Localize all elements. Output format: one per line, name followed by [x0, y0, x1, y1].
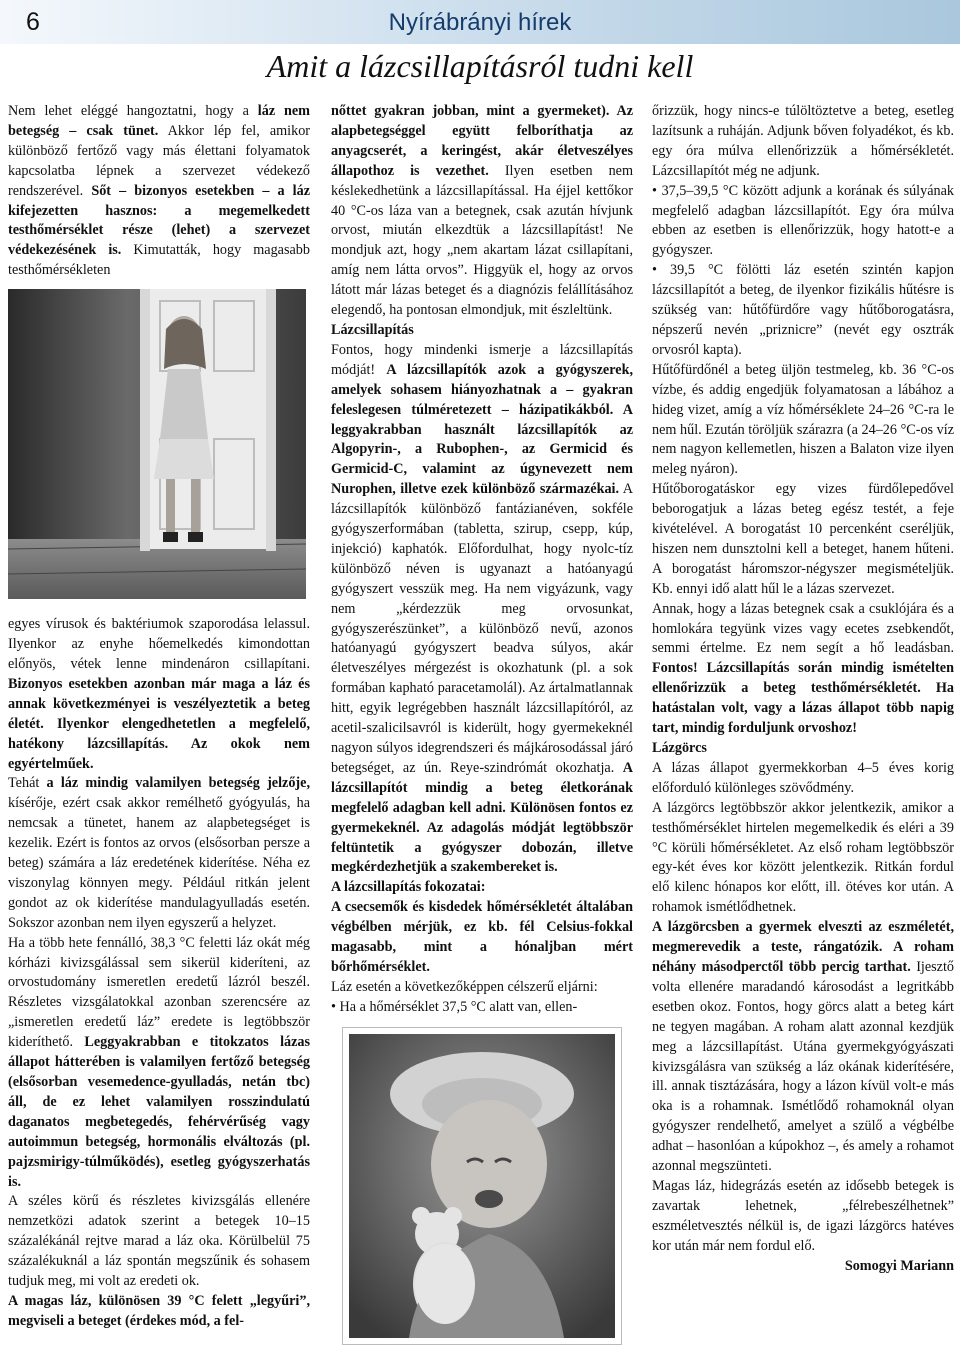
author-signature: Somogyi Mariann: [844, 1257, 954, 1274]
paragraph: A lázgörcsben a gyermek elveszti az eszméletét, megmerevedik a teste, rángatózik. A roham néhány másodperctől több percig tarthat. Ijesztő volta ellenére maradandó károsodást a legritkább esetben okoz. Fontos, hogy görcs alatt a beteg kárt ne tegyen magában. A roham alatt azonnal kezdjük meg a lázcsillapítást. Utána gyermekgyógyászati kivizsgálásra van szükség a láz okának kiderítésére, ill. annak tisztázására, hogy a lázon kívül volt-e más oka is a rohamnak. Ismétlődő rohamoknál olyan gyógyszer rendelhető, amelyet a szülő a végbélbe adhat – hasonlóan a kúpokhoz –, és amely a rohamot azonnal megszünteti.: [652, 919, 955, 1175]
paragraph: Hűtőborogatáskor egy vizes fürdőlepedővel beborogatjuk a lázas beteg egész testét, a feje kivételével. A borogatást 10 percenként cseréljük, hiszen nem dunsztolni kell a beteget, hanem hűteni. A borogatást háromszor-négyszer megismételjük. Kb. ennyi idő alatt hűl le a lázas szervezet.: [652, 481, 954, 597]
subheading: Lázgörcs: [652, 740, 707, 756]
publication-title: Nyírábrányi hírek: [388, 9, 572, 36]
article-title: Amit a lázcsillapításról tudni kell: [266, 48, 694, 84]
paragraph: Fontos, hogy mindenki ismerje a lázcsillapítás módját! A lázcsillapítók azok a gyógyszerek, amelyek sohasem hiányozhatnak a – gyakran feleslegesen túlméretezett – házipatikákból. A leggyakrabban használt lázcsillapítók az Algopyrin-, a Rubophen-, az Germicid és Germicid-C, valamint az úgynevezett nem Nurophen, illetve ezek különböző származékai. A lázcsillapítók különböző fantázianéven, sokféle gyógyszerformában (tabletta, szirup, csepp, kúp, injekció) kaphatók. Előfordulhat, hogy nyolc-tíz különböző néven is ugyanazt a hatóanyagú gyógyszert vesszük meg. Ha nem vigyázunk, vagy nem „kérdezzük meg orvosunkat, gyógyszerészünket”, a különböző nevű, azonos hatóanyagú gyógyszert beadva súlyos, akár életveszélyes mérgezést is okozhatunk (pl. a sok formában kapható paracetamolál). Az ártalmatlannak hitt, egyik legrégebben használt lázcsillapítóról, az acetil-szalicilsavról is kiderült, hogy gyermekeknél nagyon súlyos idegrendszeri és májkárosodással járó betegséget, az ún. Reye-szindrómát okozhatja. A lázcsillapítót mindig a beteg életkorának megfelelő adagban kell adni. Különösen fontos ez gyermekeknél. Az adagolás módját legtöbbször feltüntetik a gyógyszer dobozán, illetve megkérdezhetjük a szakembereket is.: [331, 341, 634, 876]
paragraph: egyes vírusok és baktériumok szaporodása lelassul. Ilyenkor az enyhe hőemelkedés kimondottan előnyös, vétek lenne mindenáron csillapítani. Bizonyos esetekben azonban már maga a láz és annak következményei is veszélyeztetik a beteg életét. Ilyenkor elengedhetetlen a megfelelő, hatékony lázcsillapítás. Az okok nem egyértelműek.: [8, 616, 310, 772]
article-column-2: [331, 102, 633, 1344]
bullet-item: • 39,5 °C fölötti láz esetén szintén kapjon lázcsillapítót a beteg, de ilyenkor fizikális hűtésre is szükség van: hűtőfürdőre vagy hűtőborogatásra, népszerű nevén „priznicre” (nevét egy osztrák orvosról kapta).: [652, 262, 954, 358]
paragraph: A magas láz, különösen 39 °C felett „legyűri”, megviseli a beteget (érdekes mód, a fel-: [8, 1292, 310, 1329]
paragraph: Hűtőfürdőnél a beteg üljön testmeleg, kb. 36 °C-os vízbe, és addig engedjük folyamatosan a lábához a hideg vizet, amíg a víz hőmérséklete 24–26 °C-ra le nem hűl. Ezután töröljük szárazra (a 24–26 °C-os víz nem nagyon kellemetlen, hiszen a Balaton vize ilyen meleg nyáron).: [652, 361, 954, 478]
photo-child-at-door: [8, 289, 306, 599]
paragraph: A lázgörcs legtöbbször akkor jelentkezik, amikor a testhőmérséklet hirtelen megemelkedik és eléri a 39 °C körüli hőmérsékletet. Az első roham legtöbbször egy-két éves kor között jelentkezik. Ritkán fordul elő kilenc hónapos kor előtt, ill. ötéves kor után. A rohamok ismétlődhetnek.: [652, 799, 954, 916]
page-header-bar: [0, 0, 960, 44]
photo-crying-child-with-teddy: [343, 1028, 621, 1344]
paragraph: Nem lehet eléggé hangoztatni, hogy a láz nem betegség – csak tünet. Akkor lép fel, amikor különböző fertőző vagy más élettani folyamatok kapcsolatba lépnek a szervezet védekező rendszerével. Sőt – bizonyos esetekben – a láz kifejezetten hasznos: a megemelkedett testhőmérséklet része (lehet) a szervezet védekezésének is. Kimutatták, hogy magasabb testhőmérsékleten: [8, 103, 311, 279]
paragraph: A csecsemők és kisdedek hőmérsékletét általában végbélben mérjük, ez kb. fél Celsius-fokkal magasabb, mint a hónaljban mért bőrhőmérséklet.: [331, 899, 633, 975]
paragraph: őrizzük, hogy nincs-e túlöltöztetve a beteg, esetleg lazítsunk a ruháján. Adjunk bőven folyadékot, és kb. egy óra múlva ellenőrizzük a hőmérsékletét. Lázcsillapítót még ne adjunk.: [652, 103, 954, 179]
paragraph: Láz esetén a következőképpen célszerű eljárni:: [331, 978, 598, 995]
subheading: A lázcsillapítás fokozatai:: [331, 879, 486, 896]
article-column-1: [8, 102, 310, 1332]
article-column-3: [652, 102, 954, 1276]
subheading: Lázcsillapítás: [331, 321, 414, 338]
paragraph: Ha a több hete fennálló, 38,3 °C feletti láz okát még kórházi kivizsgálással sem sikerül kideríteni, az orvostudomány ismeretlen eredetű lázról beszél. Részletes vizsgálatokkal azonban szerencsére az „ismeretlen eredetű láz” eredete is legtöbbször kideríthető. Leggyakrabban e titokzatos lázas állapot hátterében is valamilyen fertőző betegség (elsősorban vesemedence-gyulladás, netán tbc) áll, de ez lehet valamilyen rosszindulatú daganatos megbetegedés, fehérvérűség vagy autoimmun betegség, hormonális elváltozás (pl. pajzsmirigy-túlműködés), esetleg gyógyszerhatás is.: [8, 934, 311, 1190]
paragraph: A széles körű és részletes kivizsgálás ellenére nemzetközi adatok szerint a betegek 10–15 százalékánál rejtve marad a láz oka. Körülbelül 75 százalékuknál a láz spontán megszűnik és sohasem tudjuk meg, mi volt az eredeti ok.: [8, 1193, 310, 1290]
bullet-item: • 37,5–39,5 °C között adjunk a korának és súlyának megfelelő adagban lázcsillapítót. Egy óra múlva ebben az esetben is ellenőrizzük, hogy hatott-e a gyógyszer.: [652, 182, 954, 259]
paragraph: nőttet gyakran jobban, mint a gyermeket). Az alapbetegséggel együtt felboríthatja az anyagcserét, a keringést, akár életveszélyes állapothoz is vezethet. Ilyen esetben nem késlekedhetünk a lázcsillapítással. Ha éjjel kettőkor 40 °C-os láza van a betegnek, csak azután hívjunk orvost, miután elkezdtük a lázcsillapítást! Ne mondjuk azt, hogy „nem akartam lázat csillapítani, amíg nem látta orvos”. Higgyük el, hogy az orvos látott már lázas beteget és a diagnózis felállításához elegendő, ha pontosan elmondjuk, mit észleltünk.: [331, 103, 634, 319]
page-number: 6: [26, 8, 40, 36]
paragraph: Annak, hogy a lázas betegnek csak a csuklójára és a homlokára tegyünk vizes vagy ecetes zsebkendőt, semmi értelme. Ez nem segít a hő leadásban. Fontos! Lázcsillapítás során mindig ismételten ellenőrizzük a beteg testhőmérsékletét. Ha hatástalan volt, vagy a lázas állapot több napig tart, mindig forduljunk orvoshoz!: [652, 600, 954, 737]
paragraph: Magas láz, hidegrázás esetén az idősebb betegek is zavartak lehetnek, „félrebeszélhetnek” eszméletvesztés nélkül is, de igazi lázgörcs hatéves kor után már nem fordul elő.: [652, 1177, 954, 1254]
paragraph: Tehát a láz mindig valamilyen betegség jelzője, kísérője, ezért csak akkor remélhető gyógyulás, ha nemcsak a tünetet, hanem az alapbetegséget is kezelik. Ezért is fontos az orvos (elsősorban persze a beteg) számára a láz eredetének kiderítése. Néha ez viszonylag könnyen megy. Például ritkán jelent gondot az ok kiderítése mandulagyulladás esetén. Sokszor azonban nem ilyen egyszerű a helyzet.: [8, 775, 311, 931]
bullet-item: • Ha a hőmérséklet 37,5 °C alatt van, ellen-: [331, 998, 578, 1015]
paragraph: A lázas állapot gyermekkorban 4–5 éves korig előforduló különleges szövődmény.: [652, 759, 954, 796]
